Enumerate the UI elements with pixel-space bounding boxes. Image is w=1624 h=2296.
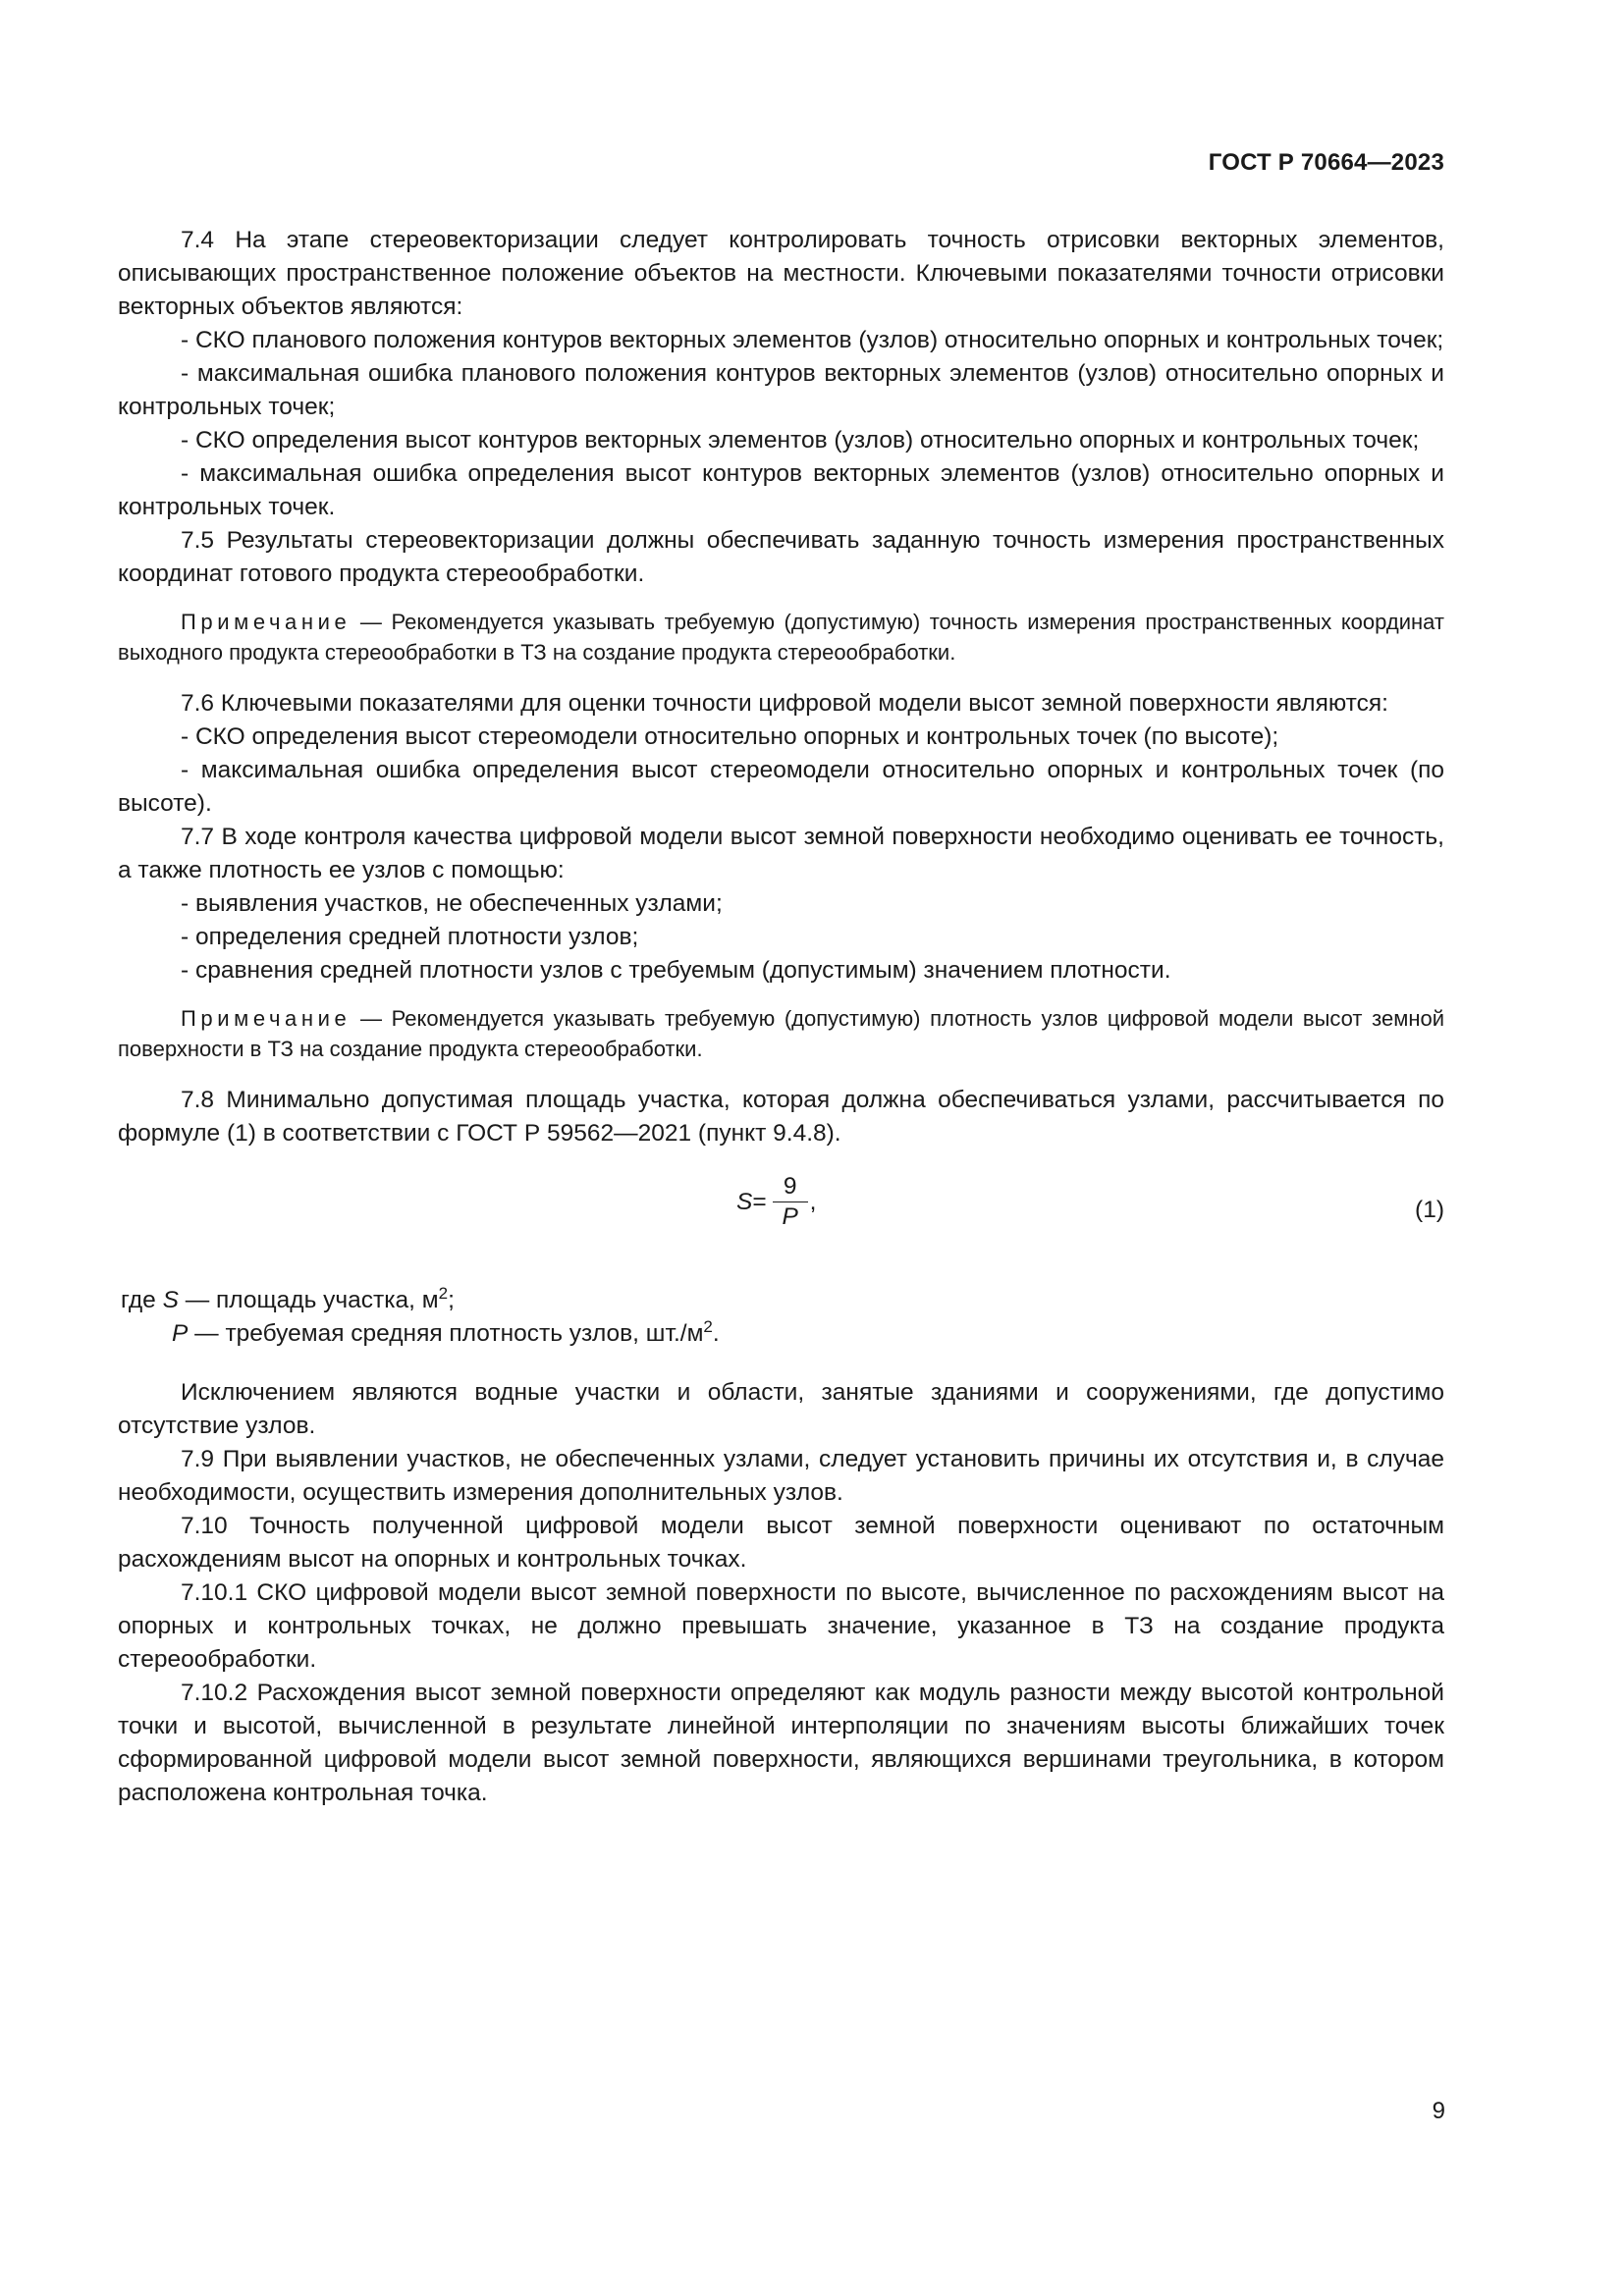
formula-denominator: P [782,1203,798,1230]
note-1 [118,607,1444,667]
note-text: — Рекомендуется указывать требуемую (допустимую) плотность узлов цифровой модели высот земной поверхности в ТЗ на создание продукта стереообработки. [118,1006,1444,1061]
standard-header: ГОСТ Р 70664—2023 [1208,149,1444,176]
formula-numerator: 9 [783,1173,797,1200]
paragraph-7-10: 7.10 Точность полученной цифровой модели высот земной поверхности оценивают по остаточным расхождениям высот на опорных и контрольных точках. [118,1513,1444,1573]
list-item: - СКО определения высот контуров векторных элементов (узлов) относительно опорных и контрольных точек; [181,427,1420,454]
list-item: - СКО планового положения контуров векторных элементов (узлов) относительно опорных и контрольных точек; [181,327,1444,353]
where-s-text: — площадь участка, м [178,1287,439,1313]
document-body [118,224,1444,1810]
formula-1 [118,1168,1444,1256]
list-item: - максимальная ошибка определения высот стереомодели относительно опорных и контрольных точек (по высоте). [118,757,1444,817]
list-item: - максимальная ошибка планового положения контуров векторных элементов (узлов) относительно опорных и контрольных точек; [118,360,1444,420]
formula-expression [736,1172,816,1232]
paragraph-7-4: 7.4 На этапе стереовекторизации следует контролировать точность отрисовки векторных элементов, описывающих пространственное положение объектов на местности. Ключевыми показателями точности отрисовки векторных объектов являются: [118,227,1444,320]
note-text: — Рекомендуется указывать требуемую (допустимую) точность измерения пространственных координат выходного продукта стереообработки в ТЗ на создание продукта стереообработки. [118,610,1444,665]
list-item: - максимальная ошибка определения высот контуров векторных элементов (узлов) относительно опорных и контрольных точек. [118,460,1444,520]
where-s-end: ; [448,1287,455,1313]
note-label: Примечание [181,1006,352,1031]
note-label: Примечание [181,610,352,634]
formula-fraction [773,1172,808,1232]
formula-lhs: S [736,1188,753,1215]
paragraph-7-10-2: 7.10.2 Расхождения высот земной поверхности определяют как модуль разности между высотой контрольной точки и высотой, вычисленной в результате линейной интерполяции по значениям высоты ближайших точек сформированной цифровой модели высот земной поверхности, являющихся вершинами треугольника, в котором расположена контрольная точка. [118,1680,1444,1806]
paragraph-7-9: 7.9 При выявлении участков, не обеспеченных узлами, следует установить причины их отсутствия и, в случае необходимости, осуществить измерения дополнительных узлов. [118,1446,1444,1506]
where-p-sup: 2 [703,1317,713,1336]
where-s-sup: 2 [438,1284,449,1303]
paragraph-7-10-1: 7.10.1 СКО цифровой модели высот земной поверхности по высоте, вычисленное по расхождениям высот на опорных и контрольных точках, не должно превышать значение, указанное в ТЗ на создание продукта стереообработки. [118,1579,1444,1673]
where-p [118,1317,1444,1351]
list-item: - выявления участков, не обеспеченных узлами; [181,890,723,917]
note-2 [118,1003,1444,1064]
paragraph-7-8: 7.8 Минимально допустимая площадь участка, которая должна обеспечиваться узлами, рассчитывается по формуле (1) в соответствии с ГОСТ Р 59562—2021 (пункт 9.4.8). [118,1087,1444,1147]
paragraph-7-5: 7.5 Результаты стереовекторизации должны обеспечивать заданную точность измерения пространственных координат готового продукта стереообработки. [118,527,1444,587]
formula-equals: = [752,1188,767,1215]
paragraph-exception: Исключением являются водные участки и области, занятые зданиями и сооружениями, где допустимо отсутствие узлов. [118,1379,1444,1439]
where-s-var: S [162,1287,179,1313]
where-s [118,1284,1444,1317]
paragraph-7-7: 7.7 В ходе контроля качества цифровой модели высот земной поверхности необходимо оценивать ее точность, а также плотность ее узлов с помощью: [118,824,1444,883]
where-p-end: . [712,1320,720,1347]
where-prefix: где [121,1287,163,1313]
list-item: - определения средней плотности узлов; [181,924,639,950]
paragraph-7-6: 7.6 Ключевыми показателями для оценки точности цифровой модели высот земной поверхности являются: [181,690,1388,717]
list-item: - сравнения средней плотности узлов с требуемым (допустимым) значением плотности. [181,957,1171,984]
where-p-var: P [172,1320,189,1347]
formula-comma: , [809,1188,817,1215]
where-p-text: — требуемая средняя плотность узлов, шт./м [188,1320,704,1347]
page-number: 9 [1432,2098,1445,2124]
list-item: - СКО определения высот стереомодели относительно опорных и контрольных точек (по высоте); [181,723,1279,750]
formula-number: (1) [1415,1197,1444,1223]
